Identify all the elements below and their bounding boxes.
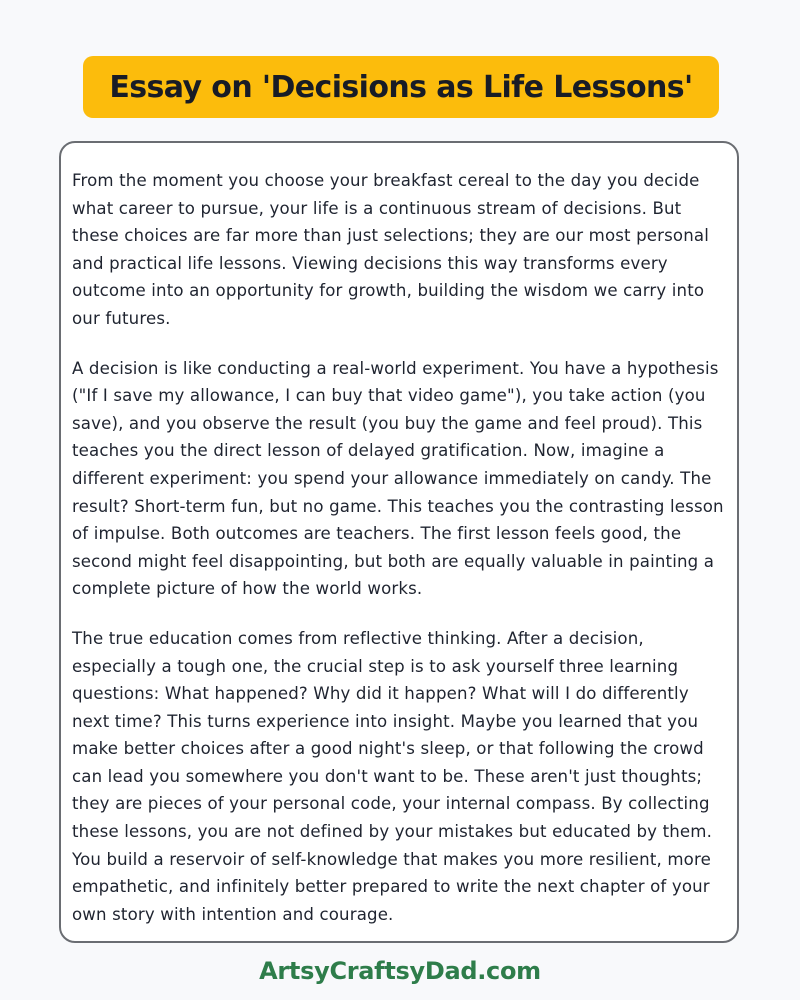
- essay-paragraph-2: A decision is like conducting a real-world experiment. You have a hypothesis ("If I save my allowance, I can buy that video game"), you take action (you save), and you observe the result (you buy the game and feel proud). This teaches you the direct lesson of delayed gratification. Now, imagine a different experiment: you spend your allowance immediately on candy. The result? Short-term fun, but no game. This teaches you the contrasting lesson of impulse. Both outcomes are teachers. The first lesson feels good, the second might feel disappointing, but both are equally valuable in painting a complete picture of how the world works.: [72, 358, 724, 599]
- footer-website: ArtsyCraftsyDad.com: [259, 957, 541, 985]
- essay-body: [59, 141, 739, 943]
- page-title: Essay on 'Decisions as Life Lessons': [109, 69, 693, 105]
- essay-paragraph-3: The true education comes from reflective thinking. After a decision, especially a tough one, the crucial step is to ask yourself three learning questions: What happened? Why did it happen? What will I do differently next time? This turns experience into insight. Maybe you learned that you make better choices after a good night's sleep, or that following the crowd can lead you somewhere you don't want to be. These aren't just thoughts; they are pieces of your personal code, your internal compass. By collecting these lessons, you are not defined by your mistakes but educated by them. You build a reservoir of self-knowledge that makes you more resilient, more empathetic, and infinitely better prepared to write the next chapter of your own story with intention and courage.: [72, 628, 712, 924]
- essay-paragraph-1: From the moment you choose your breakfast cereal to the day you decide what career to pursue, your life is a continuous stream of decisions. But these choices are far more than just selections; they are our most personal and practical life lessons. Viewing decisions this way transforms every outcome into an opportunity for growth, building the wisdom we carry into our futures.: [72, 171, 709, 328]
- title-banner: [83, 56, 719, 118]
